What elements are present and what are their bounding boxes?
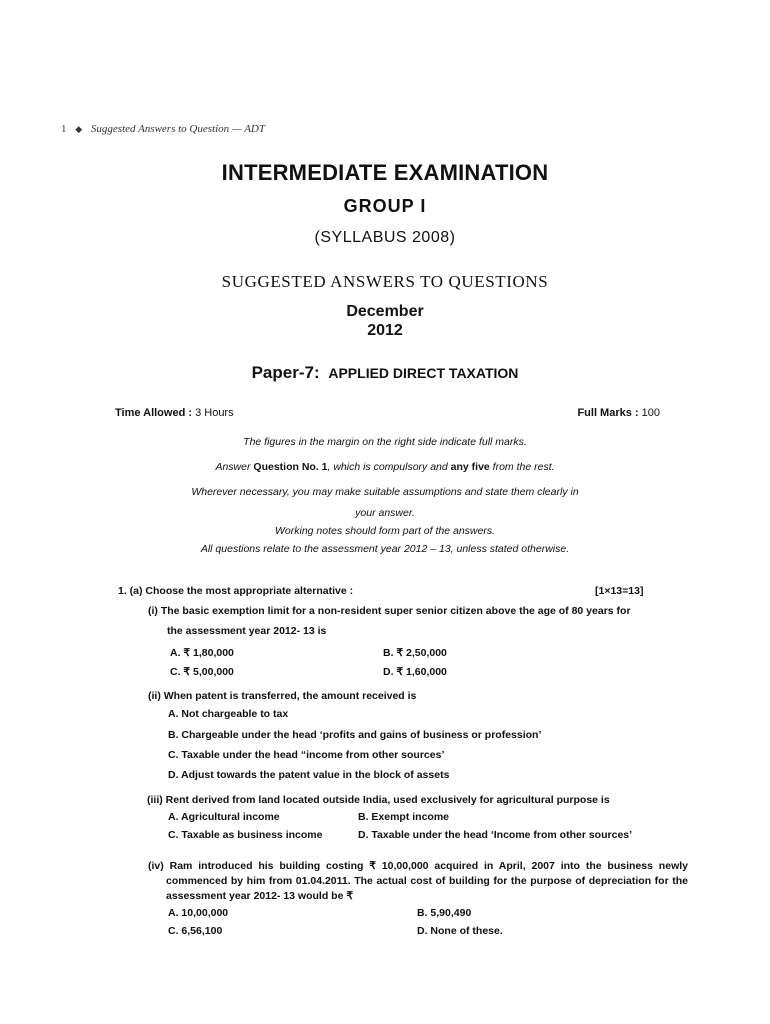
q-iii-option-c: C. Taxable as business income <box>168 829 323 841</box>
q-i-stem-line-2: the assessment year 2012- 13 is <box>167 625 327 637</box>
diamond-bullet-icon: ◆ <box>75 124 83 134</box>
instruction-line-3: Wherever necessary, you may make suitable assumptions and state them clearly in <box>191 486 579 498</box>
q-i-option-a: A. ₹ 1,80,000 <box>170 647 234 659</box>
instruction-any-five: any five <box>450 461 490 473</box>
q-ii-option-b: B. Chargeable under the head ‘profits and gains of business or profession’ <box>168 729 542 741</box>
q-i-option-c: C. ₹ 5,00,000 <box>170 666 234 678</box>
exam-month: December <box>346 303 424 320</box>
paper-name: APPLIED DIRECT TAXATION <box>328 365 519 381</box>
instruction-line-4: your answer. <box>355 507 415 519</box>
syllabus-title: (SYLLABUS 2008) <box>314 229 456 246</box>
page-number: 1 <box>61 123 67 135</box>
running-title: Suggested Answers to Question — ADT <box>90 123 265 135</box>
group-title: GROUP I <box>343 196 427 216</box>
question-1-heading: 1. (a) Choose the most appropriate alternative : <box>118 585 354 597</box>
instruction-line-6: All questions relate to the assessment year 2012 – 13, unless stated otherwise. <box>200 543 570 555</box>
exam-year: 2012 <box>367 322 403 339</box>
time-value: 3 Hours <box>195 407 234 419</box>
q-ii-option-c: C. Taxable under the head “income from other sources’ <box>168 749 445 761</box>
q-iv-option-c: C. 6,56,100 <box>168 925 223 937</box>
time-allowed <box>115 407 234 419</box>
q-ii-option-d: D. Adjust towards the patent value in the block of assets <box>168 769 450 781</box>
q-iii-option-a: A. Agricultural income <box>168 811 280 823</box>
q-iv-option-a: A. 10,00,000 <box>168 907 229 919</box>
q-iv-stem: (iv) Ram introduced his building costing ₹ 10,00,000 acquired in April, 2007 into the business newly commenced by him from 01.04.2011. The actual cost of building for the purpose of depreciation for the assessment year 2012- 13 would be ₹ <box>148 860 688 902</box>
full-marks <box>577 407 660 419</box>
instruction-answer: Answer <box>215 461 251 473</box>
q-iii-stem: (iii) Rent derived from land located outside India, used exclusively for agricultural purpose is <box>147 794 610 806</box>
instruction-line-1: The figures in the margin on the right side indicate full marks. <box>243 436 527 448</box>
q-ii-option-a: A. Not chargeable to tax <box>168 708 289 720</box>
time-label: Time Allowed : <box>115 407 193 419</box>
q-i-option-d: D. ₹ 1,60,000 <box>383 666 447 678</box>
marks-value: 100 <box>641 407 660 419</box>
suggested-answers-title: SUGGESTED ANSWERS TO QUESTIONS <box>221 272 549 291</box>
exam-title: INTERMEDIATE EXAMINATION <box>221 160 549 185</box>
instruction-question-no: Question No. 1 <box>253 461 328 473</box>
question-1-marks: [1×13=13] <box>595 585 644 597</box>
q-ii-stem: (ii) When patent is transferred, the amount received is <box>148 690 417 702</box>
q-iv-option-b: B. 5,90,490 <box>417 907 472 919</box>
marks-label: Full Marks : <box>577 407 639 419</box>
q-iii-option-b: B. Exempt income <box>358 811 450 823</box>
paper-label: Paper-7: <box>251 363 320 382</box>
q-i-option-b: B. ₹ 2,50,000 <box>383 647 447 659</box>
running-header <box>61 123 265 135</box>
q-i-stem-line-1: (i) The basic exemption limit for a non-resident super senior citizen above the age of 80 years for <box>148 605 631 617</box>
q-iii-option-d: D. Taxable under the head ‘Income from other sources’ <box>358 829 633 841</box>
paper-title <box>0 363 770 383</box>
q-iv-option-d: D. None of these. <box>417 925 503 937</box>
instruction-line-2 <box>0 461 770 473</box>
instruction-line-5: Working notes should form part of the answers. <box>274 525 496 537</box>
instruction-from-rest: from the rest. <box>492 461 555 473</box>
instruction-compulsory: , which is compulsory and <box>327 461 448 473</box>
